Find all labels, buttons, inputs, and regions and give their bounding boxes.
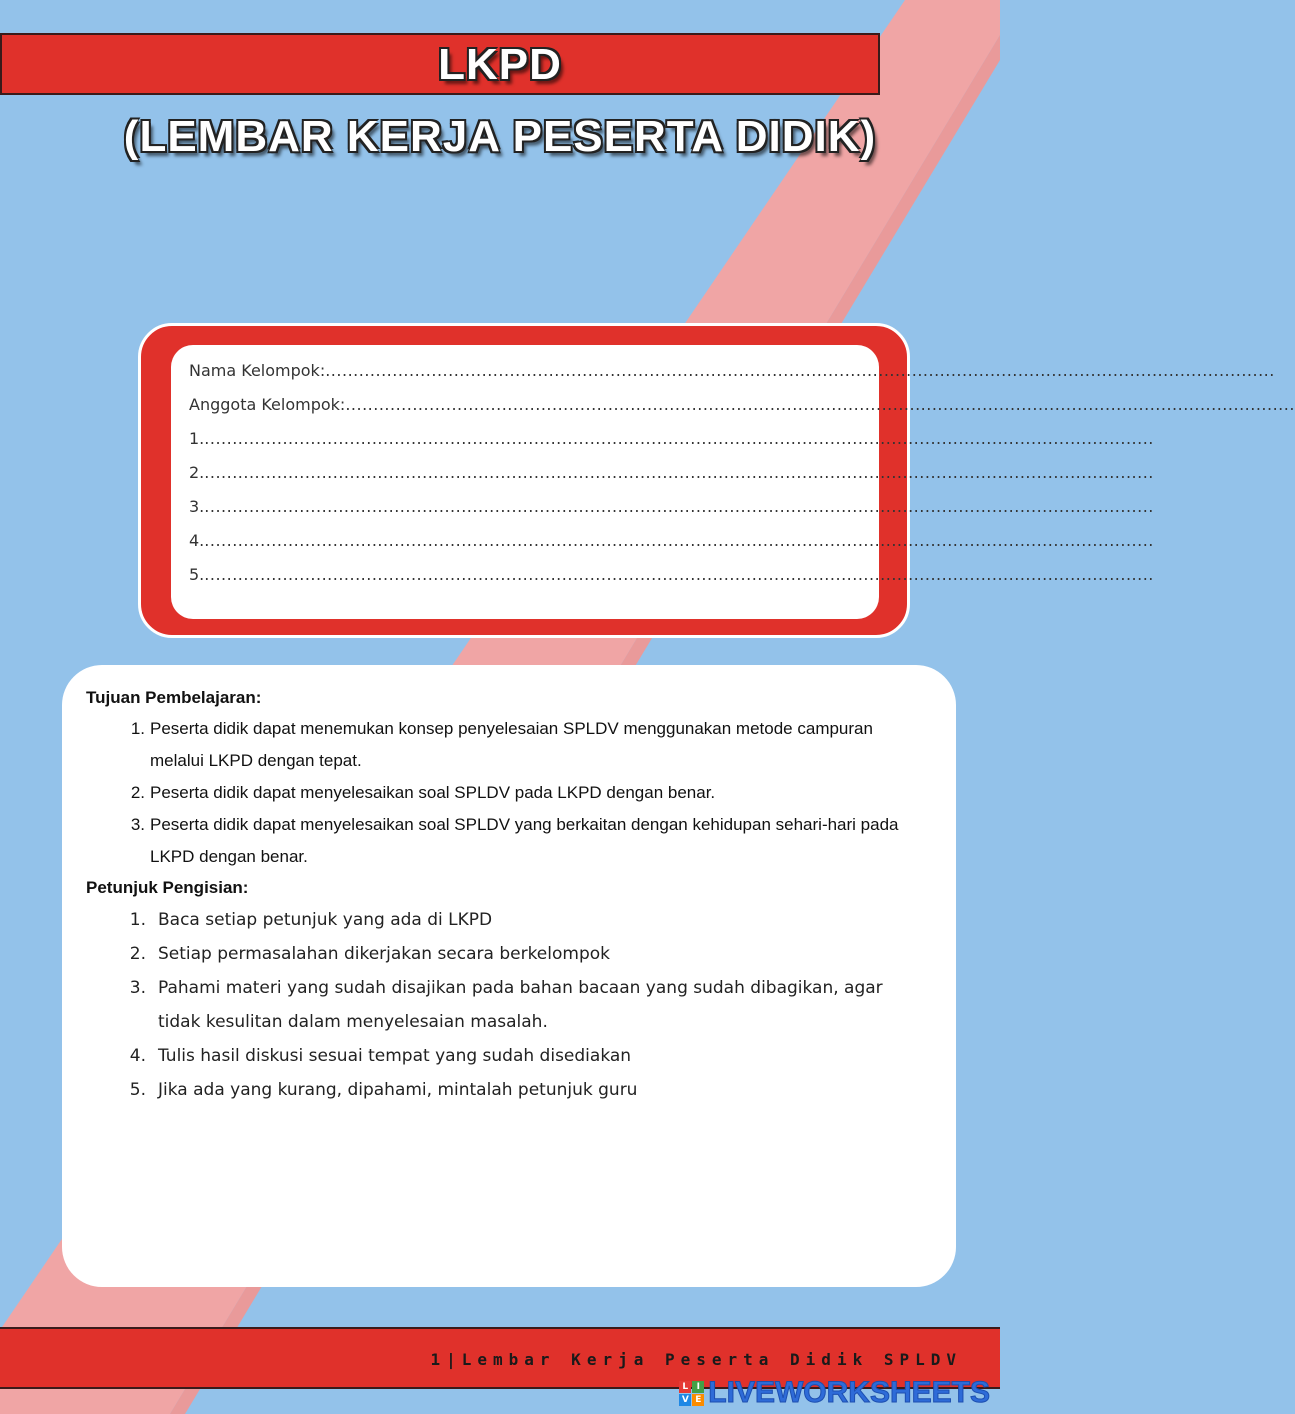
logo-letter: V	[679, 1394, 691, 1406]
instructions-heading: Petunjuk Pengisian:	[86, 878, 249, 897]
brand-name: LIVEWORKSHEETS	[708, 1376, 990, 1409]
member-line[interactable]: ..........................................................................................................................................................................	[204, 531, 1154, 550]
member-field[interactable]	[189, 531, 1154, 565]
list-item	[86, 971, 932, 1039]
page-subtitle: (LEMBAR KERJA PESERTA DIDIK)	[123, 112, 877, 161]
page-footer: 1|Lembar Kerja Peserta Didik SPLDV	[430, 1350, 962, 1369]
item-text: Peserta didik dapat menemukan konsep penyelesaian SPLDV menggunakan metode campuran melalui LKPD dengan tepat.	[150, 719, 873, 770]
item-number: 2.	[130, 783, 145, 802]
member-line[interactable]: ..........................................................................................................................................................................	[204, 463, 1154, 482]
group-form	[171, 345, 1295, 619]
item-text: Peserta didik dapat menyelesaikan soal SPLDV pada LKPD dengan benar.	[150, 783, 716, 802]
member-number: 2.	[189, 463, 205, 482]
member-field[interactable]	[189, 497, 1154, 531]
group-members-line[interactable]: ..........................................................................................................................................................................	[345, 395, 1295, 414]
item-number: 1.	[130, 719, 145, 738]
list-item	[86, 809, 932, 873]
member-field[interactable]	[189, 565, 1154, 599]
item-number: 1.	[129, 910, 146, 930]
page-title: LKPD	[438, 40, 562, 89]
list-item	[86, 1073, 932, 1107]
item-text: Peserta didik dapat menyelesaikan soal SPLDV yang berkaitan dengan kehidupan sehari-hari pada LKPD dengan benar.	[150, 815, 899, 866]
member-number: 5.	[189, 565, 205, 584]
member-number: 4.	[189, 531, 205, 550]
objectives-heading: Tujuan Pembelajaran:	[86, 688, 262, 707]
group-name-field[interactable]	[189, 361, 1275, 395]
item-text: Baca setiap petunjuk yang ada di LKPD	[158, 910, 493, 930]
item-number: 2.	[129, 944, 146, 964]
logo-letter: L	[679, 1381, 691, 1393]
item-text: Jika ada yang kurang, dipahami, mintalah petunjuk guru	[158, 1080, 638, 1100]
item-number: 3.	[130, 815, 145, 834]
group-name-label: Nama Kelompok:	[189, 361, 326, 380]
info-card	[62, 665, 956, 1287]
brand-logo-icon	[679, 1381, 704, 1406]
member-line[interactable]: ..........................................................................................................................................................................	[204, 565, 1154, 584]
member-number: 3.	[189, 497, 205, 516]
item-text: Pahami materi yang sudah disajikan pada bahan bacaan yang sudah dibagikan, agar tidak kesulitan dalam menyelesaian masalah.	[158, 978, 883, 1032]
item-number: 4.	[129, 1046, 146, 1066]
list-item	[86, 1039, 932, 1073]
member-line[interactable]: ..........................................................................................................................................................................	[204, 429, 1154, 448]
instructions-list	[86, 903, 932, 1107]
item-number: 5.	[129, 1080, 146, 1100]
list-item	[86, 937, 932, 971]
group-name-line[interactable]: ..........................................................................................................................................................................	[325, 361, 1275, 380]
member-line[interactable]: ..........................................................................................................................................................................	[204, 497, 1154, 516]
group-form-card	[138, 323, 1295, 638]
group-members-label: Anggota Kelompok:	[189, 395, 346, 414]
item-text: Setiap permasalahan dikerjakan secara berkelompok	[158, 944, 610, 964]
logo-letter: I	[692, 1381, 704, 1393]
member-number: 1.	[189, 429, 205, 448]
logo-letter: E	[692, 1394, 704, 1406]
item-number: 3.	[129, 978, 146, 998]
list-item	[86, 903, 932, 937]
item-text: Tulis hasil diskusi sesuai tempat yang sudah disediakan	[158, 1046, 632, 1066]
group-members-field[interactable]	[189, 395, 1295, 429]
liveworksheets-brand[interactable]	[679, 1375, 990, 1411]
list-item	[86, 777, 932, 809]
list-item	[86, 713, 932, 777]
member-field[interactable]	[189, 429, 1154, 463]
objectives-list	[86, 713, 932, 873]
member-field[interactable]	[189, 463, 1154, 497]
